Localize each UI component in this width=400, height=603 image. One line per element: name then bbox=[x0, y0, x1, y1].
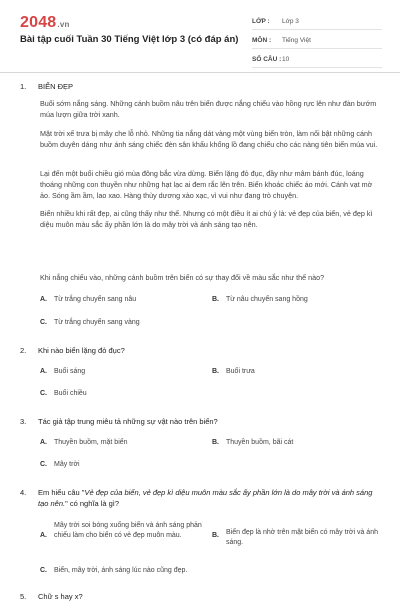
meta-row-class bbox=[252, 14, 382, 30]
answer-option[interactable]: C. Từ trắng chuyển sang vàng bbox=[40, 319, 140, 326]
answer-option[interactable]: B. Buổi trưa bbox=[212, 368, 255, 375]
question-1-heading bbox=[20, 82, 380, 93]
question-text: Tác giả tập trung miêu tả những sự vật nào trên biển? bbox=[38, 417, 218, 426]
site-logo[interactable]: 2048.vn bbox=[20, 14, 70, 31]
page-header bbox=[0, 0, 400, 72]
question-4-heading bbox=[20, 488, 380, 510]
question-2-heading bbox=[20, 346, 380, 357]
meta-table bbox=[252, 14, 382, 71]
answer-option[interactable]: B. Biển đẹp là nhờ trên mặt biển có mây trời và ánh sáng. bbox=[212, 529, 378, 547]
meta-value: Tiếng Việt bbox=[282, 37, 311, 44]
meta-value: 10 bbox=[282, 56, 290, 63]
quoted-sentence: Vẻ đẹp của biển, vẻ đẹp kì diệu muôn màu sắc ấy phần lớn là do mây trời và ánh sáng tạo nên. bbox=[38, 488, 373, 508]
answer-option[interactable]: B. Thuyền buồm, bãi cát bbox=[212, 439, 294, 446]
question-number: 1. bbox=[20, 82, 27, 91]
question-number: 4. bbox=[20, 488, 27, 497]
document-title: Bài tập cuối Tuần 30 Tiếng Việt lớp 3 (có đáp án) bbox=[20, 34, 239, 45]
question-5-heading bbox=[20, 592, 380, 603]
question-number: 3. bbox=[20, 417, 27, 426]
answer-option[interactable]: C. Mây trời bbox=[40, 461, 80, 468]
question-number: 2. bbox=[20, 346, 27, 355]
answer-option[interactable]: A. Mây trời soi bóng xuống biển và ánh sáng phản chiếu làm cho biển có vẻ đẹp muôn màu. bbox=[40, 522, 202, 540]
meta-key: MÔN : bbox=[252, 37, 272, 44]
passage-paragraph: Buổi sớm nắng sáng. Những cánh buồm nâu trên biển được nắng chiếu vào hồng rực lên như đàn bướm múa lượn giữa trời xanh. bbox=[40, 99, 377, 120]
answer-option[interactable]: A. Buổi sáng bbox=[40, 368, 86, 375]
meta-key: SỐ CÂU : bbox=[252, 56, 282, 63]
answer-option[interactable]: C. Biển, mây trời, ánh sáng lúc nào cũng đẹp. bbox=[40, 567, 188, 574]
question-text: Em hiểu câu "Vẻ đẹp của biển, vẻ đẹp kì diệu muôn màu sắc ấy phần lớn là do mây trời và ánh sáng tạo nên." có nghĩa là gì? bbox=[38, 488, 373, 508]
question-text: Chữ s hay x? bbox=[38, 592, 83, 601]
passage-paragraph: Mặt trời xế trưa bị mây che lỗ nhỏ. Những tia nắng dát vàng một vùng biển tròn, làm nổi bật những cánh buồm duyên dáng như ánh sáng chiếc đèn sân khấu khổng lồ đang chiếu cho các nàng tiên biển múa vui. bbox=[40, 129, 378, 150]
question-1-text: Khi nắng chiếu vào, những cánh buồm trên biển có sự thay đổi về màu sắc như thế nào? bbox=[40, 273, 325, 282]
meta-row-count bbox=[252, 52, 382, 68]
meta-key: LỚP : bbox=[252, 18, 270, 25]
passage-title: BIỂN ĐẸP bbox=[38, 82, 74, 91]
meta-row-subject bbox=[252, 33, 382, 49]
header-divider bbox=[0, 72, 400, 73]
question-number: 5. bbox=[20, 592, 27, 601]
question-text: Khi nào biển lặng đỏ đục? bbox=[38, 346, 125, 355]
passage-paragraph: Lại đến một buổi chiều gió mùa đông bắc vừa dừng. Biển lặng đỏ đục, đầy như mâm bánh đúc, loáng thoáng những con thuyền như những hạt lạc ai đem rắc lên trên. Biển khoác chiếc áo mới. Cánh vạt mờ ảo. Sóng ầm ầm, lao xao. Hàng thùy dương xào xạc, vì vui như đang trò chuyện. bbox=[40, 169, 373, 201]
passage-paragraph: Biển nhiều khi rất đẹp, ai cũng thấy như thế. Nhưng có một điều ít ai chú ý là: vẻ đẹp của biển, vẻ đẹp kì diệu muôn màu sắc ấy phần lớn là do mây trời và ánh sáng tạo nên. bbox=[40, 209, 373, 230]
answer-option[interactable]: A. Từ trắng chuyển sang nâu bbox=[40, 296, 137, 303]
answer-option[interactable]: B. Từ nâu chuyển sang hồng bbox=[212, 296, 308, 303]
question-3-heading bbox=[20, 417, 380, 428]
answer-option[interactable]: A. Thuyền buồm, mặt biển bbox=[40, 439, 128, 446]
answer-option[interactable]: C. Buổi chiều bbox=[40, 390, 87, 397]
meta-value: Lớp 3 bbox=[282, 18, 299, 25]
